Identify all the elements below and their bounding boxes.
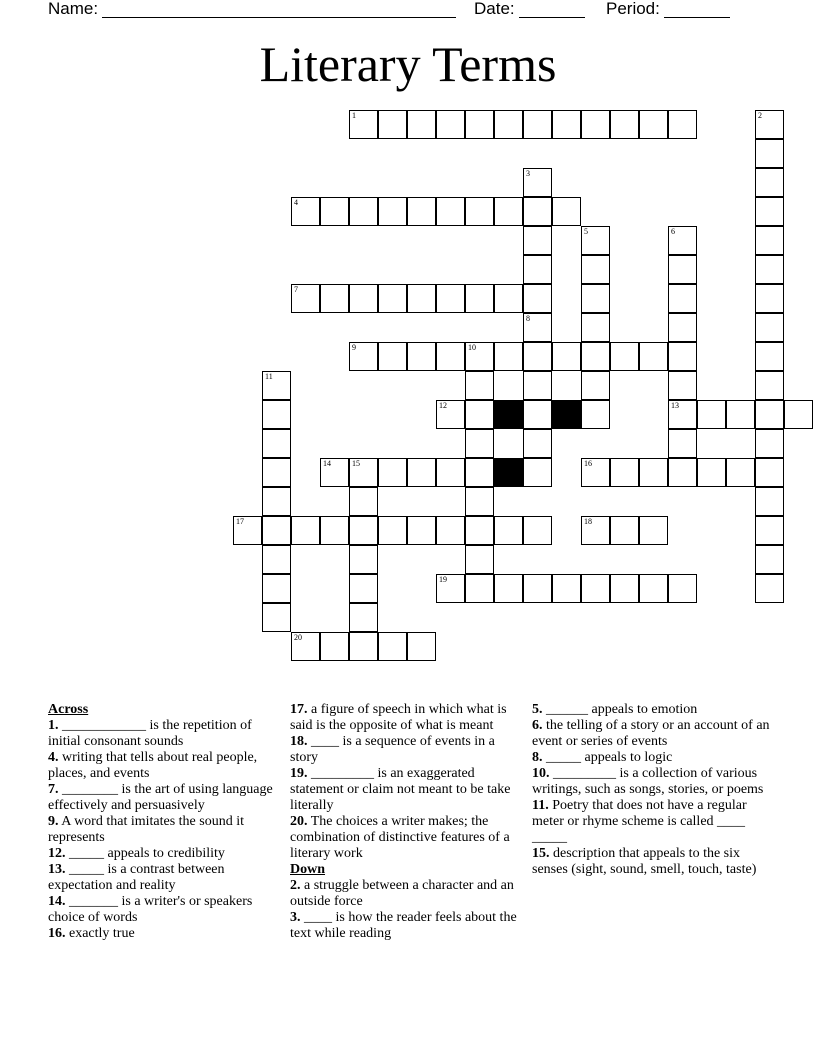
grid-cell[interactable] (639, 342, 668, 371)
grid-cell[interactable] (755, 516, 784, 545)
grid-cell[interactable] (436, 516, 465, 545)
grid-cell[interactable] (610, 110, 639, 139)
clue-item-number: 3. (290, 910, 301, 925)
grid-cell[interactable] (668, 284, 697, 313)
clue-item (48, 894, 284, 926)
grid-cell[interactable] (668, 371, 697, 400)
grid-cell[interactable] (755, 487, 784, 516)
clue-item-text: _________ is a collection of various writings, such as songs, stories, or poems (532, 766, 764, 797)
grid-cell[interactable] (407, 342, 436, 371)
clue-item-text: ____ is a sequence of events in a story (290, 734, 495, 765)
clue-item-text: ____ is how the reader feels about the text while reading (290, 910, 517, 941)
grid-cell[interactable] (581, 342, 610, 371)
grid-cell[interactable] (610, 574, 639, 603)
grid-cell[interactable] (378, 516, 407, 545)
black-cell (494, 458, 523, 487)
grid-cell[interactable] (581, 574, 610, 603)
grid-cell[interactable] (668, 226, 697, 255)
grid-cell[interactable] (465, 342, 494, 371)
grid-cell[interactable] (523, 226, 552, 255)
grid-cell[interactable] (233, 516, 262, 545)
grid-cell[interactable] (436, 110, 465, 139)
clue-item (48, 926, 284, 942)
clue-item (532, 798, 772, 846)
clue-item (290, 766, 526, 814)
grid-cell[interactable] (320, 284, 349, 313)
clues-column-1 (48, 702, 284, 942)
grid-cell[interactable] (494, 110, 523, 139)
grid-cell[interactable] (784, 400, 813, 429)
grid-cell[interactable] (668, 574, 697, 603)
grid-cell[interactable] (465, 197, 494, 226)
clue-item-number: 5. (532, 702, 543, 717)
grid-cell[interactable] (407, 197, 436, 226)
grid-cell[interactable] (465, 516, 494, 545)
clue-item (48, 750, 284, 782)
grid-cell[interactable] (755, 313, 784, 342)
grid-cell[interactable] (581, 516, 610, 545)
grid-cell[interactable] (523, 516, 552, 545)
grid-cell[interactable] (668, 255, 697, 284)
grid-cell[interactable] (494, 342, 523, 371)
grid-cell[interactable] (581, 110, 610, 139)
grid-cell[interactable] (465, 429, 494, 458)
clue-number: 3 (526, 169, 530, 178)
grid-cell[interactable] (726, 458, 755, 487)
clue-item-number: 12. (48, 846, 66, 861)
grid-cell[interactable] (349, 197, 378, 226)
clues-column-3 (532, 702, 772, 878)
grid-cell[interactable] (581, 255, 610, 284)
clue-item-number: 4. (48, 750, 59, 765)
clue-heading-across: Across (48, 702, 89, 717)
grid-cell[interactable] (262, 545, 291, 574)
clue-item-number: 18. (290, 734, 308, 749)
clue-item-number: 17. (290, 702, 308, 717)
name-label: Name: (48, 0, 99, 18)
clue-number: 17 (236, 517, 244, 526)
grid-cell[interactable] (320, 197, 349, 226)
grid-cell[interactable] (668, 429, 697, 458)
clue-number: 5 (584, 227, 588, 236)
clue-item-number: 15. (532, 846, 550, 861)
clue-number: 9 (352, 343, 356, 352)
grid-cell[interactable] (523, 255, 552, 284)
clue-number: 11 (265, 372, 273, 381)
grid-cell[interactable] (349, 487, 378, 516)
grid-cell[interactable] (581, 284, 610, 313)
grid-cell[interactable] (262, 429, 291, 458)
grid-cell[interactable] (523, 168, 552, 197)
clue-item (48, 814, 284, 846)
clue-item-text: _______ is a writer's or speakers choice of words (48, 894, 253, 925)
clue-item (532, 766, 772, 798)
grid-cell[interactable] (262, 516, 291, 545)
grid-cell[interactable] (755, 226, 784, 255)
grid-cell[interactable] (755, 429, 784, 458)
grid-cell[interactable] (755, 255, 784, 284)
grid-cell[interactable] (668, 110, 697, 139)
clue-number: 16 (584, 459, 592, 468)
grid-cell[interactable] (378, 458, 407, 487)
grid-cell[interactable] (697, 458, 726, 487)
clue-item-text: _____ is a contrast between expectation and reality (48, 862, 225, 893)
clue-item-number: 20. (290, 814, 308, 829)
clue-item-number: 14. (48, 894, 66, 909)
clue-item-text: the telling of a story or an account of an event or series of events (532, 718, 770, 749)
clue-number: 18 (584, 517, 592, 526)
black-cell (552, 400, 581, 429)
clue-item-text: ________ is the art of using language effectively and persuasively (48, 782, 273, 813)
clue-item (532, 718, 772, 750)
grid-cell[interactable] (523, 313, 552, 342)
grid-cell[interactable] (436, 458, 465, 487)
grid-cell[interactable] (349, 516, 378, 545)
clue-item-text: Poetry that does not have a regular meter or rhyme scheme is called ____ _____ (532, 798, 747, 845)
grid-cell[interactable] (465, 371, 494, 400)
grid-cell[interactable] (581, 371, 610, 400)
grid-cell[interactable] (755, 545, 784, 574)
grid-cell[interactable] (262, 487, 291, 516)
grid-cell[interactable] (755, 284, 784, 313)
grid-cell[interactable] (262, 400, 291, 429)
clue-item (290, 878, 526, 910)
clue-item-number: 11. (532, 798, 549, 813)
clue-item-number: 7. (48, 782, 59, 797)
grid-cell[interactable] (349, 632, 378, 661)
grid-cell[interactable] (610, 342, 639, 371)
grid-cell[interactable] (349, 342, 378, 371)
clue-item-text: ____________ is the repetition of initial consonant sounds (48, 718, 252, 749)
clue-number: 14 (323, 459, 331, 468)
clue-item (48, 718, 284, 750)
clue-item-number: 16. (48, 926, 66, 941)
clue-number: 8 (526, 314, 530, 323)
clue-item-number: 19. (290, 766, 308, 781)
grid-cell[interactable] (291, 516, 320, 545)
grid-cell[interactable] (436, 284, 465, 313)
clue-number: 12 (439, 401, 447, 410)
page-title: Literary Terms (259, 36, 557, 92)
clue-item-text: ______ appeals to emotion (542, 702, 698, 717)
grid-cell[interactable] (552, 110, 581, 139)
grid-cell[interactable] (639, 458, 668, 487)
grid-cell[interactable] (465, 545, 494, 574)
grid-cell[interactable] (436, 197, 465, 226)
grid-cell[interactable] (378, 342, 407, 371)
grid-cell[interactable] (523, 110, 552, 139)
grid-cell[interactable] (494, 197, 523, 226)
clue-number: 15 (352, 459, 360, 468)
clue-item (532, 750, 772, 766)
grid-cell[interactable] (668, 400, 697, 429)
grid-cell[interactable] (755, 574, 784, 603)
grid-cell[interactable] (581, 458, 610, 487)
grid-cell[interactable] (552, 342, 581, 371)
clue-item (48, 846, 284, 862)
clue-item (290, 814, 526, 862)
grid-cell[interactable] (668, 313, 697, 342)
grid-cell[interactable] (436, 342, 465, 371)
clue-number: 4 (294, 198, 298, 207)
grid-cell[interactable] (320, 516, 349, 545)
grid-cell[interactable] (407, 110, 436, 139)
grid-cell[interactable] (639, 516, 668, 545)
clue-number: 6 (671, 227, 675, 236)
grid-cell[interactable] (378, 284, 407, 313)
date-label: Date: (474, 0, 515, 18)
grid-cell[interactable] (378, 197, 407, 226)
grid-cell[interactable] (755, 168, 784, 197)
clue-item-number: 6. (532, 718, 543, 733)
clue-item-text: _____ appeals to credibility (65, 846, 225, 861)
black-cell (494, 400, 523, 429)
clue-item (290, 910, 526, 942)
grid-cell[interactable] (291, 632, 320, 661)
grid-cell[interactable] (668, 458, 697, 487)
grid-cell[interactable] (726, 400, 755, 429)
grid-cell[interactable] (465, 458, 494, 487)
grid-cell[interactable] (755, 110, 784, 139)
grid-cell[interactable] (494, 516, 523, 545)
grid-cell[interactable] (639, 574, 668, 603)
grid-cell[interactable] (465, 110, 494, 139)
grid-cell[interactable] (465, 574, 494, 603)
clue-item-number: 8. (532, 750, 543, 765)
grid-cell[interactable] (755, 371, 784, 400)
grid-cell[interactable] (610, 516, 639, 545)
grid-cell[interactable] (755, 342, 784, 371)
grid-cell[interactable] (523, 400, 552, 429)
grid-cell[interactable] (552, 574, 581, 603)
clue-item-text: description that appeals to the six senses (sight, sound, smell, touch, taste) (532, 846, 757, 877)
grid-cell[interactable] (610, 458, 639, 487)
clue-number: 20 (294, 633, 302, 642)
grid-cell[interactable] (320, 632, 349, 661)
grid-cell[interactable] (349, 545, 378, 574)
clue-item (532, 846, 772, 878)
grid-cell[interactable] (262, 603, 291, 632)
grid-cell[interactable] (262, 574, 291, 603)
grid-cell[interactable] (407, 516, 436, 545)
clue-item (48, 862, 284, 894)
grid-cell[interactable] (291, 284, 320, 313)
grid-cell[interactable] (668, 342, 697, 371)
grid-cell[interactable] (407, 632, 436, 661)
grid-cell[interactable] (697, 400, 726, 429)
clue-item-text: The choices a writer makes; the combination of distinctive features of a literary work (290, 814, 510, 861)
grid-cell[interactable] (755, 197, 784, 226)
grid-cell[interactable] (494, 284, 523, 313)
grid-cell[interactable] (552, 197, 581, 226)
grid-cell[interactable] (523, 429, 552, 458)
clue-heading-down: Down (290, 862, 326, 877)
clue-item (532, 702, 772, 718)
grid-cell[interactable] (262, 371, 291, 400)
grid-cell[interactable] (436, 400, 465, 429)
grid-cell[interactable] (755, 400, 784, 429)
clue-number: 1 (352, 111, 356, 120)
grid-cell[interactable] (581, 400, 610, 429)
grid-cell[interactable] (349, 574, 378, 603)
grid-cell[interactable] (436, 574, 465, 603)
grid-cell[interactable] (494, 574, 523, 603)
clue-item-text: a struggle between a character and an outside force (290, 878, 514, 909)
grid-cell[interactable] (378, 632, 407, 661)
grid-cell[interactable] (465, 400, 494, 429)
grid-cell[interactable] (639, 110, 668, 139)
grid-cell[interactable] (523, 458, 552, 487)
clue-item-text: A word that imitates the sound it represents (48, 814, 244, 845)
clue-item (48, 782, 284, 814)
clue-number: 2 (758, 111, 762, 120)
grid-cell[interactable] (349, 603, 378, 632)
clue-item-number: 9. (48, 814, 59, 829)
clue-item-number: 10. (532, 766, 550, 781)
clue-item-text: writing that tells about real people, places, and events (48, 750, 258, 781)
grid-cell[interactable] (407, 458, 436, 487)
grid-cell[interactable] (349, 284, 378, 313)
grid-cell[interactable] (378, 110, 407, 139)
grid-cell[interactable] (349, 110, 378, 139)
clue-item-text: _________ is an exaggerated statement or claim not meant to be take literally (290, 766, 511, 813)
grid-cell[interactable] (523, 574, 552, 603)
clue-item-number: 13. (48, 862, 66, 877)
clue-item-text: _____ appeals to logic (542, 750, 673, 765)
grid-cell[interactable] (349, 458, 378, 487)
clue-number: 10 (468, 343, 476, 352)
clues-column-2 (290, 702, 526, 942)
clue-number: 7 (294, 285, 298, 294)
clue-number: 13 (671, 401, 679, 410)
clue-item-number: 1. (48, 718, 59, 733)
clue-item (290, 702, 526, 734)
grid-cell[interactable] (523, 284, 552, 313)
clue-item-number: 2. (290, 878, 301, 893)
grid-cell[interactable] (523, 342, 552, 371)
grid-cell[interactable] (262, 458, 291, 487)
grid-cell[interactable] (755, 139, 784, 168)
grid-cell[interactable] (581, 313, 610, 342)
grid-cell[interactable] (523, 371, 552, 400)
grid-cell[interactable] (755, 458, 784, 487)
period-label: Period: (606, 0, 660, 18)
clue-item (290, 734, 526, 766)
grid-cell[interactable] (465, 284, 494, 313)
grid-cell[interactable] (465, 487, 494, 516)
grid-cell[interactable] (407, 284, 436, 313)
grid-cell[interactable] (581, 226, 610, 255)
clue-number: 19 (439, 575, 447, 584)
grid-cell[interactable] (291, 197, 320, 226)
grid-cell[interactable] (320, 458, 349, 487)
grid-cell[interactable] (523, 197, 552, 226)
clue-item-text: a figure of speech in which what is said is the opposite of what is meant (290, 702, 507, 733)
clue-item-text: exactly true (65, 926, 135, 941)
